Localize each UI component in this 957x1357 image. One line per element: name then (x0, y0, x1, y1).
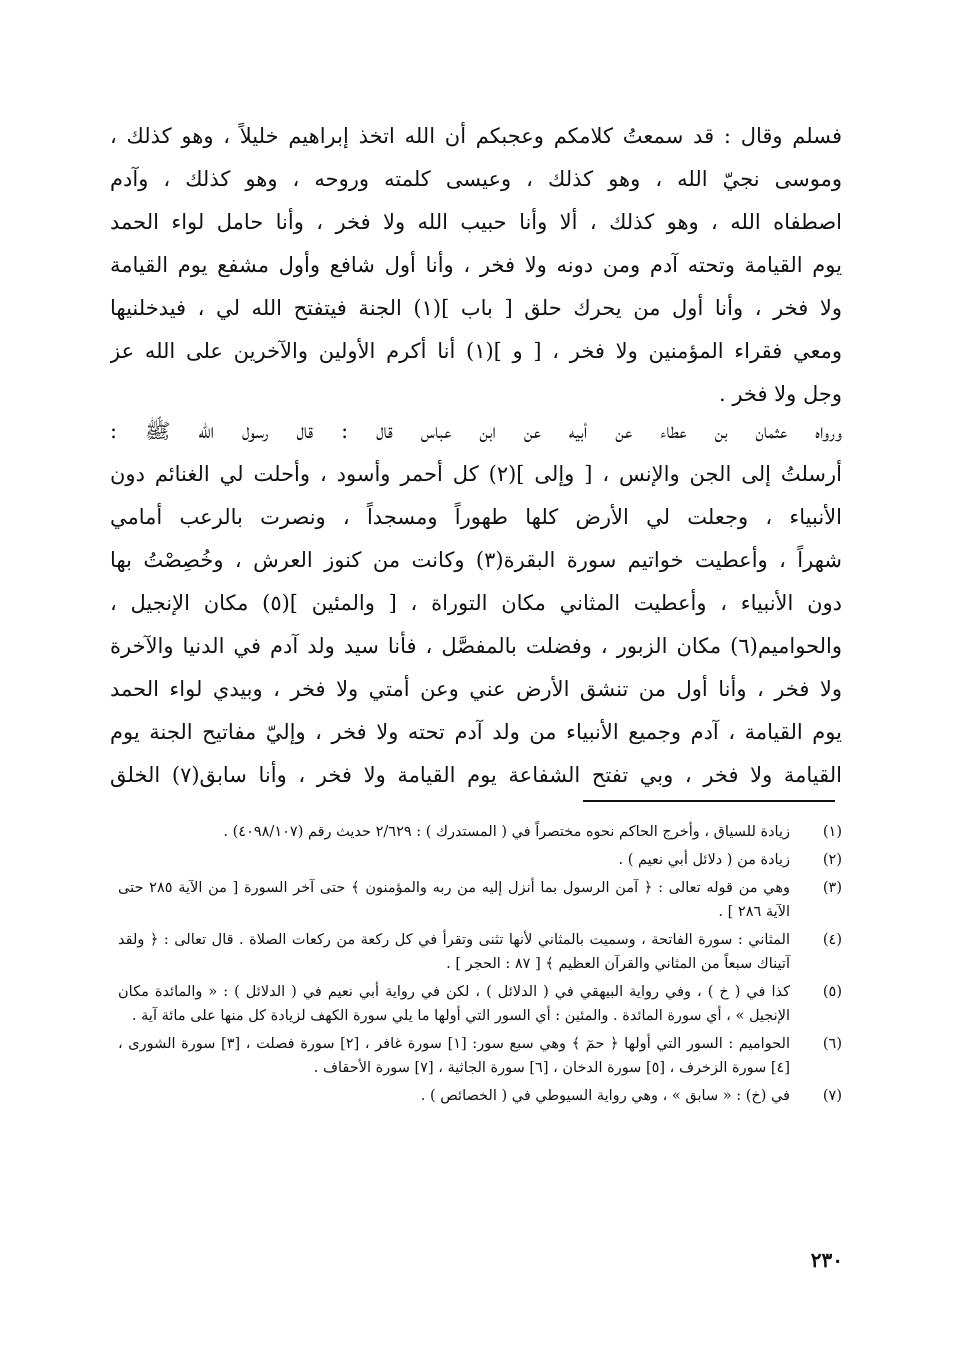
footnote-number: (٤) (822, 932, 842, 948)
text-line: اصطفاه الله ، وهو كذلك ، ألا وأنا حبيب الله ولا فخر ، وأنا حامل لواء الحمد (110, 210, 842, 234)
footnote-text: وهي من قوله تعالى : ﴿ آمن الرسول بما أنزل إليه من ربه والمؤمنون ﴾ حتى آخر السورة [ من الآية ٢٨٥ حتى الآية ٢٨٦ ] . (118, 880, 790, 920)
footnote-number: (٦) (822, 1036, 842, 1052)
text-line: وموسى نجيّ الله ، وهو كذلك ، وعيسى كلمته وروحه ، وهو كذلك ، وآدم (110, 167, 842, 191)
footnote (118, 980, 842, 1028)
text-line: يوم القيامة ، آدم وجميع الأنبياء من ولد آدم تحته ولا فخر ، وإليّ مفاتيح الجنة يوم (110, 720, 842, 744)
text-line: يوم القيامة وتحته آدم ومن دونه ولا فخر ، وأنا أول شافع وأول مشفع يوم القيامة (110, 253, 842, 277)
text-line: ولا فخر ، وأنا أول من تنشق الأرض عني وعن أمتي ولا فخر ، وبيدي لواء الحمد (110, 677, 842, 701)
footnote-text: الحواميم : السور التي أولها ﴿ حمٓ ﴾ وهي سبع سور: [١] سورة غافر ، [٢] سورة فصلت ، [٣] سورة الشورى ، [٤] سورة الزخرف ، [٥] سورة الدخان ، [٦] سورة الجاثية ، [٧] سورة الأحقاف . (118, 1036, 790, 1076)
text-line: شهراً ، وأعطيت خواتيم سورة البقرة(٣) وكانت من كنوز العرش ، وخُصِصْتُ بها (110, 548, 842, 572)
footnote (118, 848, 842, 872)
text-line: وجل ولا فخر . (718, 382, 842, 406)
footnote (118, 928, 842, 976)
text-line: دون الأنبياء ، وأعطيت المثاني مكان التوراة ، [ والمئين ](٥) مكان الإنجيل ، (110, 591, 842, 615)
page-number: ٢٣٠ (810, 1248, 843, 1272)
footnote-number: (٧) (822, 1088, 842, 1104)
text-line: فسلم وقال : قد سمعتُ كلامكم وعجبكم أن الله اتخذ إبراهيم خليلاً ، وهو كذلك ، (110, 124, 842, 148)
footnotes (118, 820, 842, 1112)
footnote (118, 820, 842, 844)
footnote (118, 876, 842, 924)
text-line: ومعي فقراء المؤمنين ولا فخر ، [ و ](١) أنا أكرم الأولين والآخرين على الله عز (110, 339, 842, 363)
footnote-separator (583, 800, 835, 802)
footnote-number: (٣) (822, 880, 842, 896)
footnote-text: كذا في ( خ ) ، وفي رواية البيهقي في ( الدلائل ) ، لكن في رواية أبي نعيم في ( الدلائل ) : « والمائدة مكان الإنجيل » ، أي سورة المائدة . والمئين : أي السور التي أولها ما يلي سورة الكهف لزيادة كل منها على مائة آية . (118, 984, 790, 1024)
footnote-number: (٢) (822, 852, 842, 868)
footnote-text: في (خ) : « سابق » ، وهي رواية السيوطي في ( الخصائص ) . (420, 1088, 790, 1104)
footnote-text: المثاني : سورة الفاتحة ، وسميت بالمثاني لأنها تثنى وتقرأ في كل ركعة من ركعات الصلاة . قال تعالى : ﴿ ولقد آتيناك سبعاً من المثاني والقرآن العظيم ﴾ [ ٨٧ : الحجر ] . (118, 932, 790, 972)
body-paragraph (110, 410, 842, 797)
text-line: والحواميم(٦) مكان الزبور ، وفضلت بالمفصَّل ، فأنا سيد ولد آدم في الدنيا والآخرة (110, 634, 842, 658)
footnote-number: (٥) (822, 984, 842, 1000)
text-line: الأنبياء ، وجعلت لي الأرض كلها طهوراً ومسجداً ، ونصرت بالرعب أمامي (110, 505, 842, 529)
text-line: ورواه عثمان بن عطاء عن أبيه عن ابن عباس قال : قال رسول الله ﷺ : (110, 419, 842, 443)
footnote-text: زيادة للسياق ، وأخرج الحاكم نحوه مختصراً في ( المستدرك ) : ٢/٦٢٩ حديث رقم (٤٠٩٨/١٠٧) . (223, 824, 790, 840)
text-line: القيامة ولا فخر ، وبي تفتح الشفاعة يوم القيامة ولا فخر ، وأنا سابق(٧) الخلق (110, 763, 842, 787)
footnote-text: زيادة من ( دلائل أبي نعيم ) . (618, 852, 790, 868)
text-line: ولا فخر ، وأنا أول من يحرك حلق [ باب ](١) الجنة فيتفتح الله لي ، فيدخلنيها (110, 296, 842, 320)
footnote (118, 1032, 842, 1080)
footnote-number: (١) (822, 824, 842, 840)
footnote (118, 1084, 842, 1108)
body-paragraph (110, 115, 842, 416)
text-line: أرسلتُ إلى الجن والإنس ، [ وإلى ](٢) كل أحمر وأسود ، وأحلت لي الغنائم دون (110, 462, 842, 486)
